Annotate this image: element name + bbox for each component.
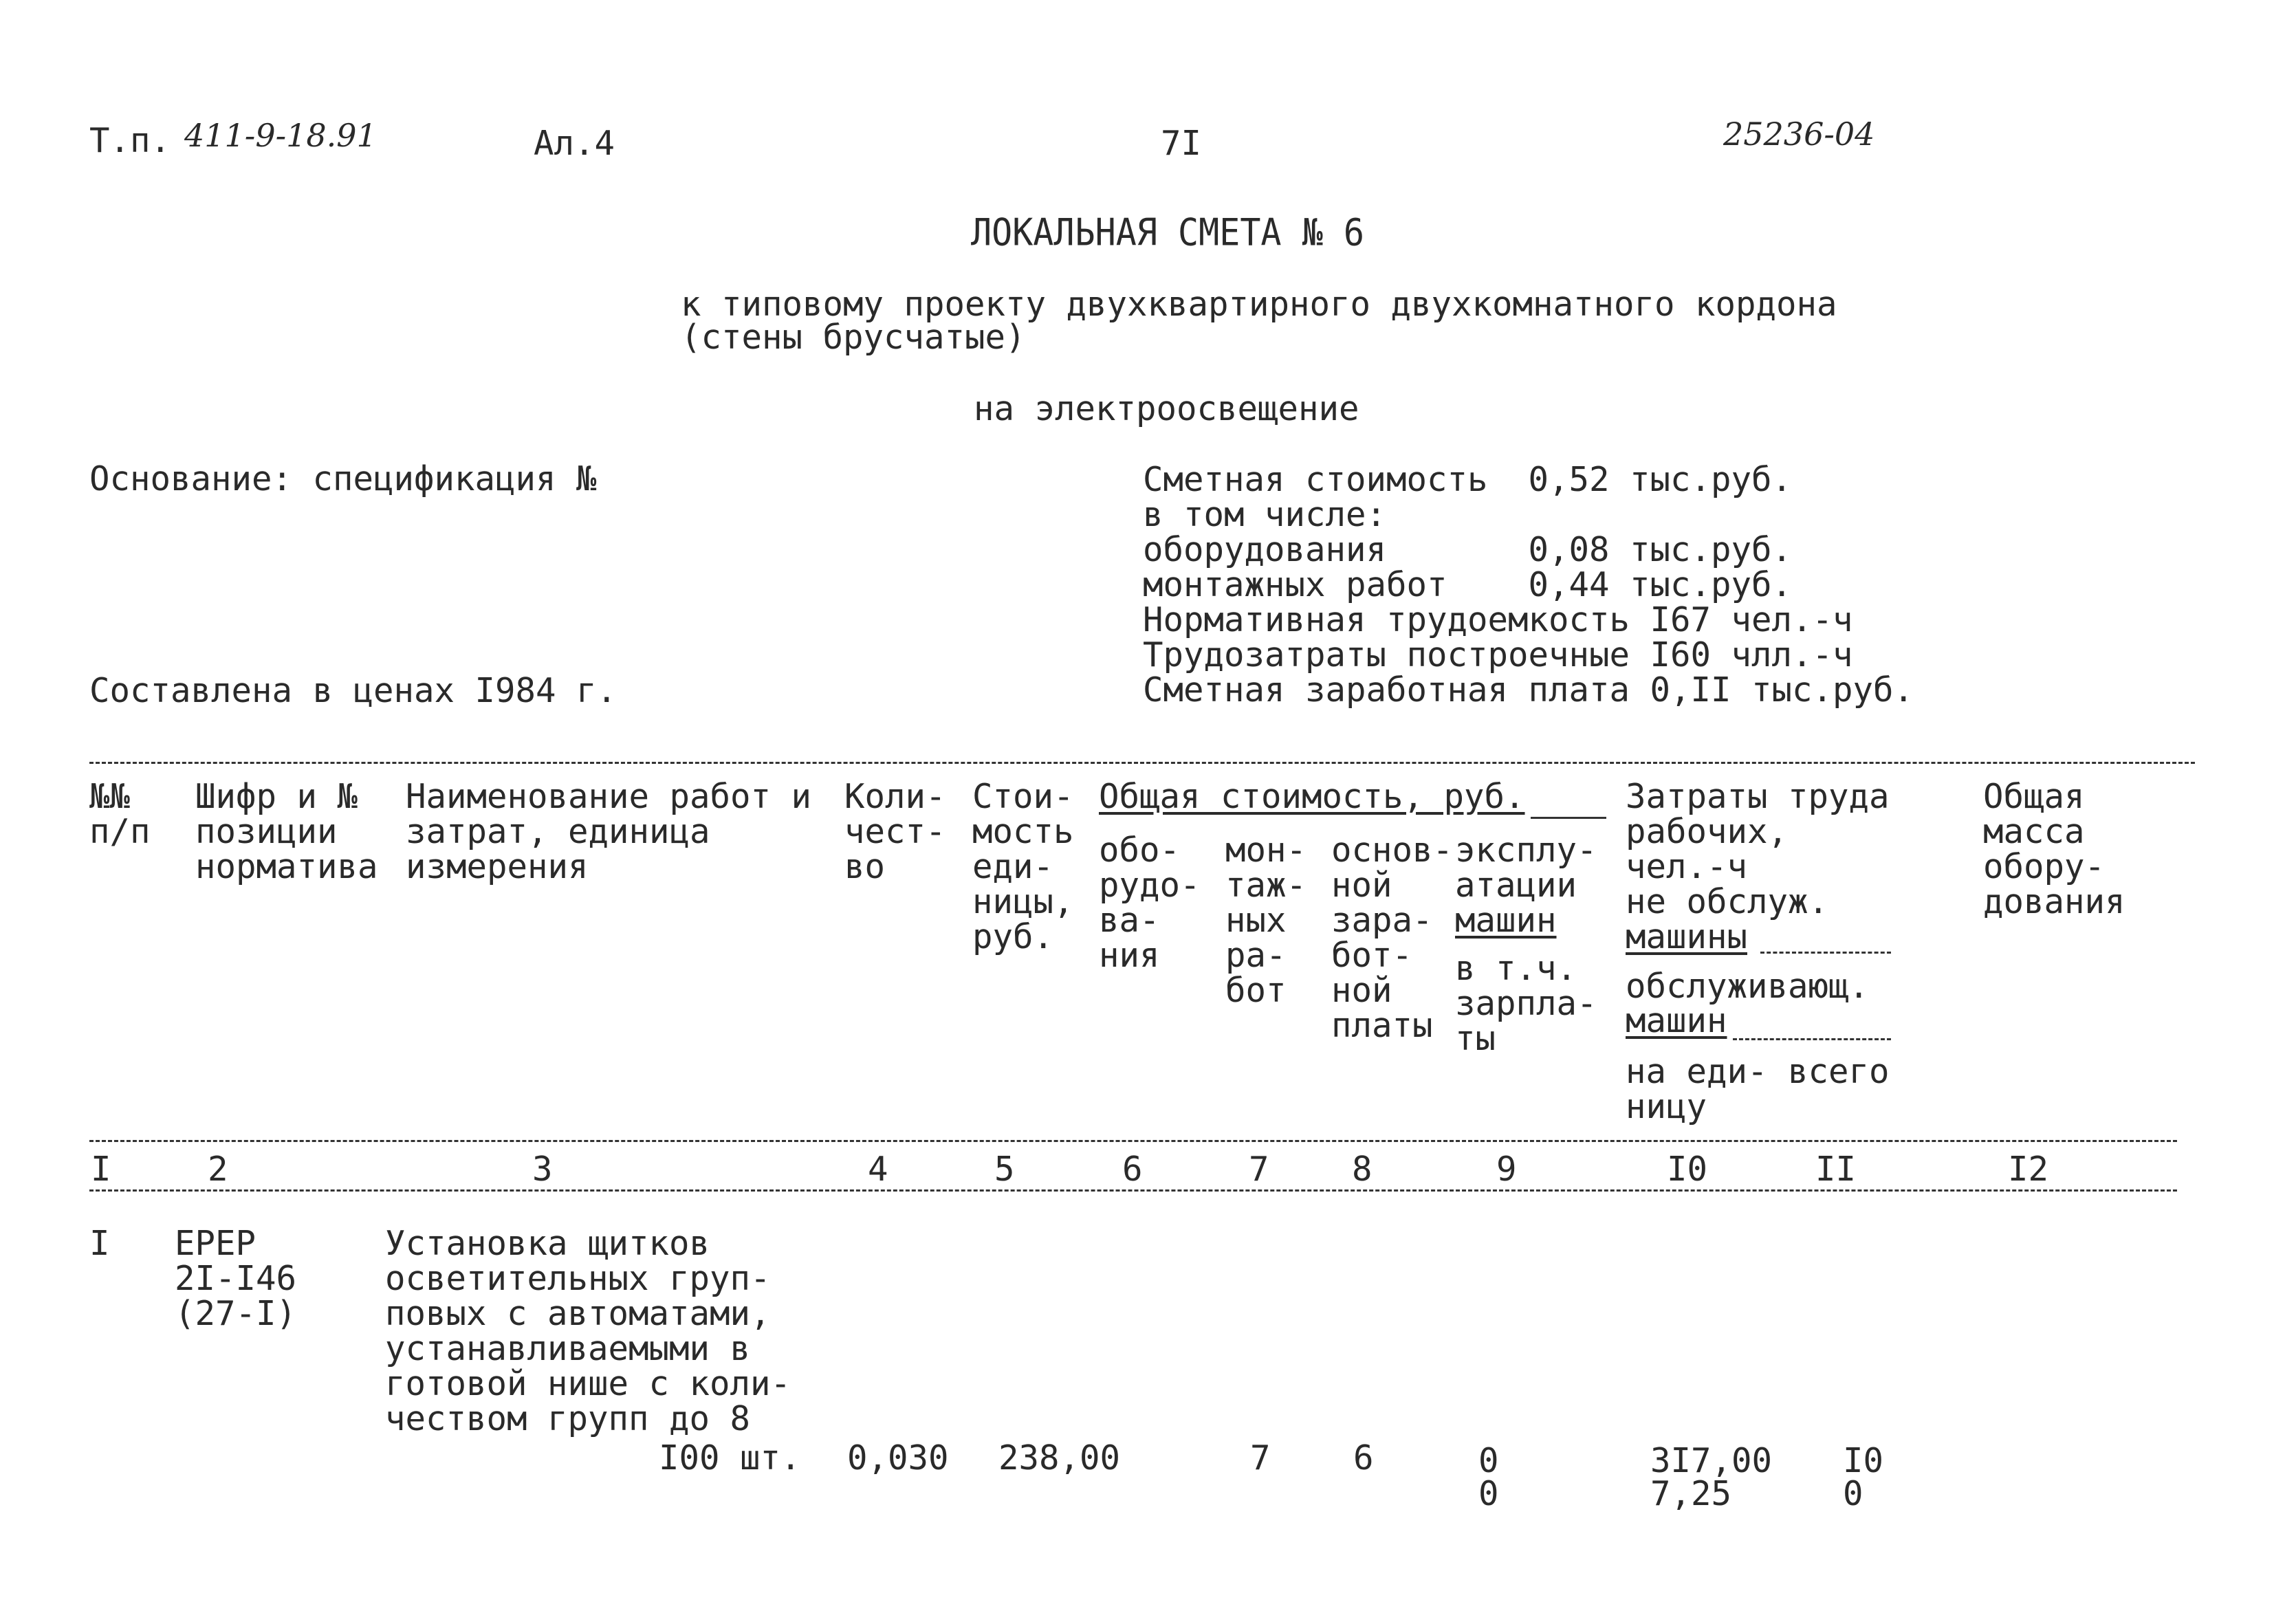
- col4-line: чест-: [844, 811, 946, 851]
- tp-prefix: Т.п.: [89, 121, 171, 160]
- col3-line: измерения: [406, 846, 589, 886]
- col1-header: [89, 777, 151, 851]
- col9-line: машин: [1455, 900, 1557, 940]
- labor-unit-total: [1626, 1052, 1890, 1126]
- col8-line: основ-: [1331, 831, 1454, 870]
- col2-header: [195, 777, 378, 886]
- col9-line: ты: [1455, 1018, 1496, 1058]
- col6-line: ва-: [1099, 900, 1160, 940]
- total-cost-rule-tail: [1531, 817, 1606, 819]
- row-name-line: Установка щитков: [385, 1224, 710, 1263]
- subtitle-line-1: к типовому проекту двухквартирного двухкомнатного кордона: [681, 285, 1837, 324]
- page-number: 7I: [1161, 124, 1202, 163]
- row-name-line: готовой нише с коли-: [385, 1363, 791, 1403]
- col6-line: обо-: [1099, 831, 1181, 870]
- labor-line: рабочих,: [1626, 811, 1789, 851]
- col8-line: ной: [1331, 865, 1392, 905]
- subject-line: на электроосвещение: [974, 389, 1359, 428]
- col4-line: во: [844, 846, 886, 886]
- col7-line: бот: [1225, 970, 1287, 1010]
- col12-line: Общая: [1983, 777, 2085, 816]
- column-number: 7: [1249, 1150, 1269, 1189]
- basis-label: Основание: спецификация №: [89, 459, 597, 498]
- row-name-line: повых с автоматами,: [385, 1293, 771, 1333]
- total-cost-header: Общая стоимость, руб.: [1099, 777, 1525, 816]
- col4-header: [844, 777, 946, 886]
- col5-line: еди-: [972, 846, 1054, 886]
- col8-line: бот-: [1331, 935, 1413, 975]
- row-labor-total-top: I0: [1843, 1441, 1884, 1480]
- labor-line: Затраты труда: [1626, 777, 1890, 816]
- row-labor-total-bottom: 0: [1843, 1474, 1863, 1513]
- column-number: I: [91, 1150, 111, 1189]
- column-number: 8: [1352, 1150, 1373, 1189]
- row-name-line: осветительных груп-: [385, 1258, 771, 1298]
- col7-line: ных: [1225, 900, 1287, 940]
- row-code: [175, 1224, 297, 1333]
- col6-header: [1099, 833, 1201, 974]
- page-title: ЛОКАЛЬНАЯ СМЕТА № 6: [971, 210, 1364, 254]
- col12-header: [1983, 777, 2125, 921]
- row-base-wage: 6: [1353, 1438, 1374, 1478]
- col8-line: платы: [1331, 1005, 1433, 1045]
- col7-header: [1225, 833, 1307, 1009]
- col8-line: ной: [1331, 970, 1392, 1010]
- inventory-number: 25236-04: [1723, 116, 1875, 153]
- column-number: I0: [1667, 1150, 1708, 1189]
- col6-line: ния: [1099, 935, 1160, 975]
- labor-header: [1626, 777, 1890, 956]
- col3-header: [406, 777, 812, 886]
- col8-line: зара-: [1331, 900, 1433, 940]
- column-number: 6: [1122, 1150, 1143, 1189]
- col7-line: ра-: [1225, 935, 1287, 975]
- labor-rule-1: [1760, 952, 1891, 954]
- col1-line: п/п: [89, 811, 151, 851]
- column-number: 9: [1496, 1150, 1517, 1189]
- col3-line: Наименование работ и: [406, 777, 812, 816]
- col9-line: атации: [1455, 865, 1577, 905]
- tp-number: 411-9-18.91: [184, 117, 377, 154]
- col12-line: дования: [1983, 881, 2125, 921]
- col9-line: в т.ч.: [1455, 949, 1577, 988]
- row-machine-wage: 0: [1478, 1474, 1499, 1513]
- col2-line: Шифр и №: [195, 777, 358, 816]
- row-name-line: чеством групп до 8: [385, 1398, 751, 1438]
- row-labor-unit-top: 3I7,00: [1650, 1441, 1773, 1480]
- labor-unit-line: на еди- всего: [1626, 1052, 1890, 1091]
- col12-line: масса: [1983, 811, 2085, 851]
- labor-line: не обслуж.: [1626, 881, 1829, 921]
- column-number: 4: [868, 1150, 888, 1189]
- row-name-line: устанавливаемыми в: [385, 1328, 751, 1368]
- col6-line: рудо-: [1099, 865, 1201, 905]
- row-code-line: (27-I): [175, 1293, 297, 1333]
- row-unit: I00 шт.: [659, 1438, 801, 1478]
- labor-unit-line: ницу: [1626, 1086, 1707, 1126]
- row-code-line: 2I-I46: [175, 1258, 297, 1298]
- col9-header-top: [1455, 833, 1597, 939]
- col5-line: Стои-: [972, 777, 1074, 816]
- column-number: 5: [994, 1150, 1015, 1189]
- col12-line: обору-: [1983, 846, 2106, 886]
- col5-header: [972, 777, 1074, 956]
- row-name: [385, 1224, 791, 1438]
- labor-serving: обслуживающ.: [1626, 967, 1870, 1006]
- col4-line: Коли-: [844, 777, 946, 816]
- col5-line: мость: [972, 811, 1074, 851]
- summary-site-labor: Трудозатраты построечные I60 члл.-ч: [1143, 635, 1853, 674]
- header-bottom-rule: [89, 1140, 2177, 1142]
- col7-line: мон-: [1225, 831, 1307, 870]
- summary-wage: Сметная заработная плата 0,II тыс.руб.: [1143, 670, 1914, 710]
- col5-line: руб.: [972, 917, 1054, 956]
- prices-year: Составлена в ценах I984 г.: [89, 671, 617, 710]
- col1-line: №№: [89, 777, 131, 816]
- col2-line: норматива: [195, 846, 378, 886]
- col2-line: позиции: [195, 811, 338, 851]
- col3-line: затрат, единица: [406, 811, 710, 851]
- col9-line: зарпла-: [1455, 983, 1597, 1023]
- table-top-rule: [89, 762, 2195, 764]
- col5-line: ницы,: [972, 881, 1074, 921]
- col9-header-bottom: [1455, 949, 1597, 1058]
- labor-machines: машины: [1626, 917, 1748, 956]
- row-unit-cost: 238,00: [998, 1438, 1121, 1478]
- subtitle-line-2: (стены брусчатые): [681, 318, 1026, 357]
- summary-block: [1143, 460, 1914, 710]
- col7-line: таж-: [1225, 865, 1307, 905]
- row-quantity: 0,030: [847, 1438, 949, 1478]
- summary-including: в том числе:: [1143, 495, 1387, 534]
- column-number: II: [1815, 1150, 1857, 1189]
- row-install-cost: 7: [1250, 1438, 1271, 1478]
- summary-equipment: оборудования 0,08 тыс.руб.: [1143, 530, 1793, 569]
- column-number: I2: [2008, 1150, 2049, 1189]
- col9-line: эксплу-: [1455, 831, 1597, 870]
- column-numbers-rule: [89, 1189, 2177, 1192]
- labor-line: чел.-ч: [1626, 846, 1748, 886]
- row-number: I: [89, 1224, 110, 1263]
- summary-installation: монтажных работ 0,44 тыс.руб.: [1143, 565, 1793, 604]
- summary-normative-labor: Нормативная трудоемкость I67 чел.-ч: [1143, 600, 1853, 639]
- labor-serving-machines: машин: [1626, 1001, 1727, 1040]
- row-code-line: ЕРЕР: [175, 1224, 256, 1263]
- column-number: 3: [532, 1150, 553, 1189]
- col8-header: [1331, 833, 1453, 1044]
- row-labor-unit-bottom: 7,25: [1650, 1474, 1732, 1513]
- column-number: 2: [208, 1150, 228, 1189]
- summary-estimated-cost: Сметная стоимость 0,52 тыс.руб.: [1143, 460, 1793, 499]
- row-machine-operation: 0: [1478, 1441, 1499, 1480]
- labor-rule-2: [1733, 1038, 1891, 1040]
- album-label: Ал.4: [534, 124, 615, 163]
